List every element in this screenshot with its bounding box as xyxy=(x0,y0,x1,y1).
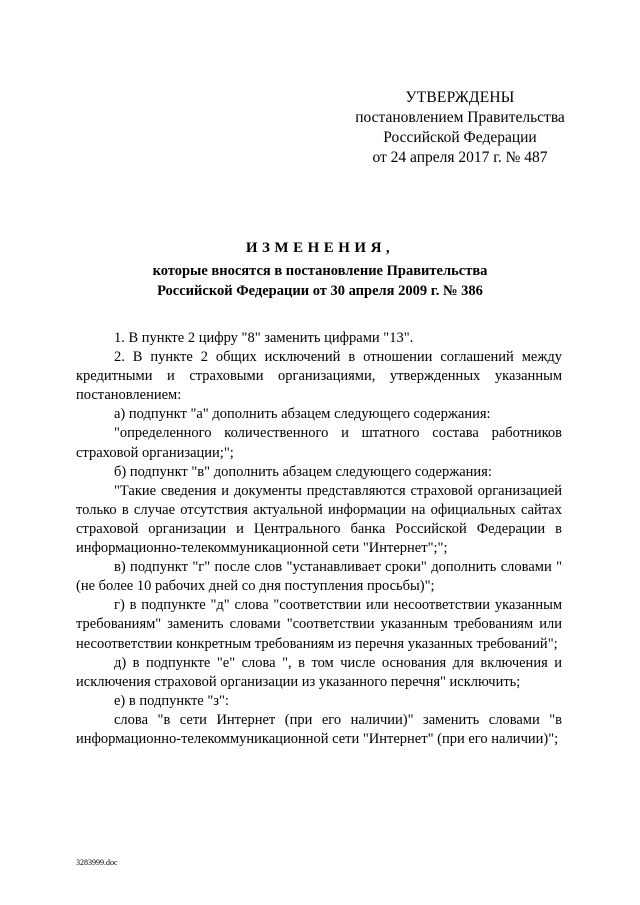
paragraph-subitem-e: е) в подпункте "з": xyxy=(114,692,229,709)
paragraph-subitem-b: б) подпункт "в" дополнить абзацем следующего содержания: xyxy=(114,463,492,480)
approval-line-date-number: от 24 апреля 2017 г. № 487 xyxy=(372,149,548,166)
paragraph-subitem-a: а) подпункт "а" дополнить абзацем следующего содержания: xyxy=(114,406,491,423)
document-subtitle-line-2: Российской Федерации от 30 апреля 2009 г. № 386 xyxy=(157,283,483,299)
approval-heading: УТВЕРЖДЕНЫ xyxy=(405,89,515,106)
approval-stamp xyxy=(330,88,590,168)
paragraph-quote-b: "Такие сведения и документы представляются страховой организацией только в случае отсутствия актуальной информации на официальных сайтах страховой организации и Центрального банка Российской Федерации в информационно-телекоммуникационной сети "Интернет";"; xyxy=(76,482,562,557)
paragraph-item-1: 1. В пункте 2 цифру "8" заменить цифрами "13". xyxy=(114,330,414,346)
paragraph-subitem-e-text: слова "в сети Интернет (при его наличии)" заменить словами "в информационно-телекоммуникационной сети "Интернет" (при его наличии)"; xyxy=(76,711,562,747)
paragraph-subitem-d: д) в подпункте "е" слова ", в том числе основания для включения и исключения страховой организации из указанного перечня" исключить; xyxy=(76,654,562,690)
footer-file-name: 3283999.doc xyxy=(76,858,118,867)
paragraph-item-2: 2. В пункте 2 общих исключений в отношении соглашений между кредитными и страховыми организациями, утвержденных указанным постановлением: xyxy=(76,349,562,404)
document-title: ИЗМЕНЕНИЯ, xyxy=(245,240,395,256)
paragraph-subitem-g: г) в подпункте "д" слова "соответствии или несоответствии указанным требованиям" заменить словами "соответствии указанным требованиям или несоответствии конкретным требованиям из перечня указанных требований"; xyxy=(76,597,562,652)
paragraph-subitem-v: в) подпункт "г" после слов "устанавливает сроки" дополнить словами "(не более 10 рабочих дней со дня поступления просьбы)"; xyxy=(76,559,562,595)
document-body xyxy=(76,329,562,749)
approval-line-decree: постановлением Правительства xyxy=(355,109,565,126)
document-title-block xyxy=(76,238,564,301)
document-subtitle-line-1: которые вносятся в постановление Правительства xyxy=(152,263,488,279)
approval-line-country: Российской Федерации xyxy=(383,129,537,146)
paragraph-quote-a: "определенного количественного и штатного состава работников страховой организации;"; xyxy=(76,425,562,461)
